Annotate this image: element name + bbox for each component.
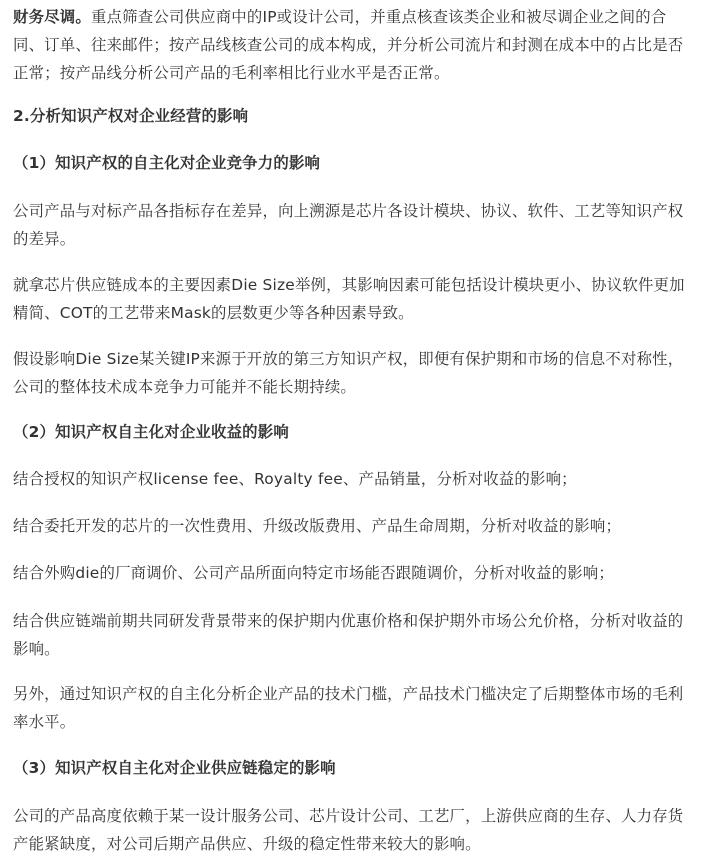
paragraph-revenue-1: 结合授权的知识产权license fee、Royalty fee、产品销量，分析对收益的影响； [13,470,577,488]
paragraph-competitiveness-3: 假设影响Die Size某关键IP来源于开放的第三方知识产权，即便有保护期和市场的信息不对称性，公司的整体技术成本竞争力可能并不能长期持续。 [13,350,684,396]
paragraph-competitiveness-2: 就拿芯片供应链成本的主要因素Die Size举例，其影响因素可能包括设计模块更小、协议软件更加精简、COT的工艺带来Mask的层数更少等各种因素导致。 [13,276,685,322]
paragraph-supply-chain: 公司的产品高度依赖于某一设计服务公司、芯片设计公司、工艺厂，上游供应商的生存、人力存货产能紧缺度，对公司后期产品供应、升级的稳定性带来较大的影响。 [13,807,684,853]
paragraph-text: 重点筛查公司供应商中的IP或设计公司，并重点核查该类企业和被尽调企业之间的合同、订单、往来邮件；按产品线核查公司的成本构成，并分析公司流片和封测在成本中的占比是否正常；按产品线分析公司产品的毛利率相比行业水平是否正常。 [13,8,684,82]
paragraph-revenue-4: 结合供应链端前期共同研发背景带来的保护期内优惠价格和保护期外市场公允价格，分析对收益的影响。 [13,612,684,658]
subsection-heading-1: （1）知识产权的自主化对企业竞争力的影响 [13,154,321,172]
paragraph-competitiveness-1: 公司产品与对标产品各指标存在差异，向上溯源是芯片各设计模块、协议、软件、工艺等知识产权的差异。 [13,202,684,248]
section-heading: 2.分析知识产权对企业经营的影响 [13,107,249,125]
paragraph-due-diligence [13,3,697,87]
paragraph-revenue-5: 另外，通过知识产权的自主化分析企业产品的技术门槛，产品技术门槛决定了后期整体市场的毛利率水平。 [13,685,684,731]
paragraph-revenue-2: 结合委托开发的芯片的一次性费用、升级改版费用、产品生命周期，分析对收益的影响； [13,517,622,535]
paragraph-revenue-3: 结合外购die的厂商调价、公司产品所面向特定市场能否跟随调价，分析对收益的影响； [13,564,614,582]
subsection-heading-2: （2）知识产权自主化对企业收益的影响 [13,423,289,441]
subsection-heading-3: （3）知识产权自主化对企业供应链稳定的影响 [13,759,336,777]
paragraph-lead: 财务尽调。 [13,8,91,26]
